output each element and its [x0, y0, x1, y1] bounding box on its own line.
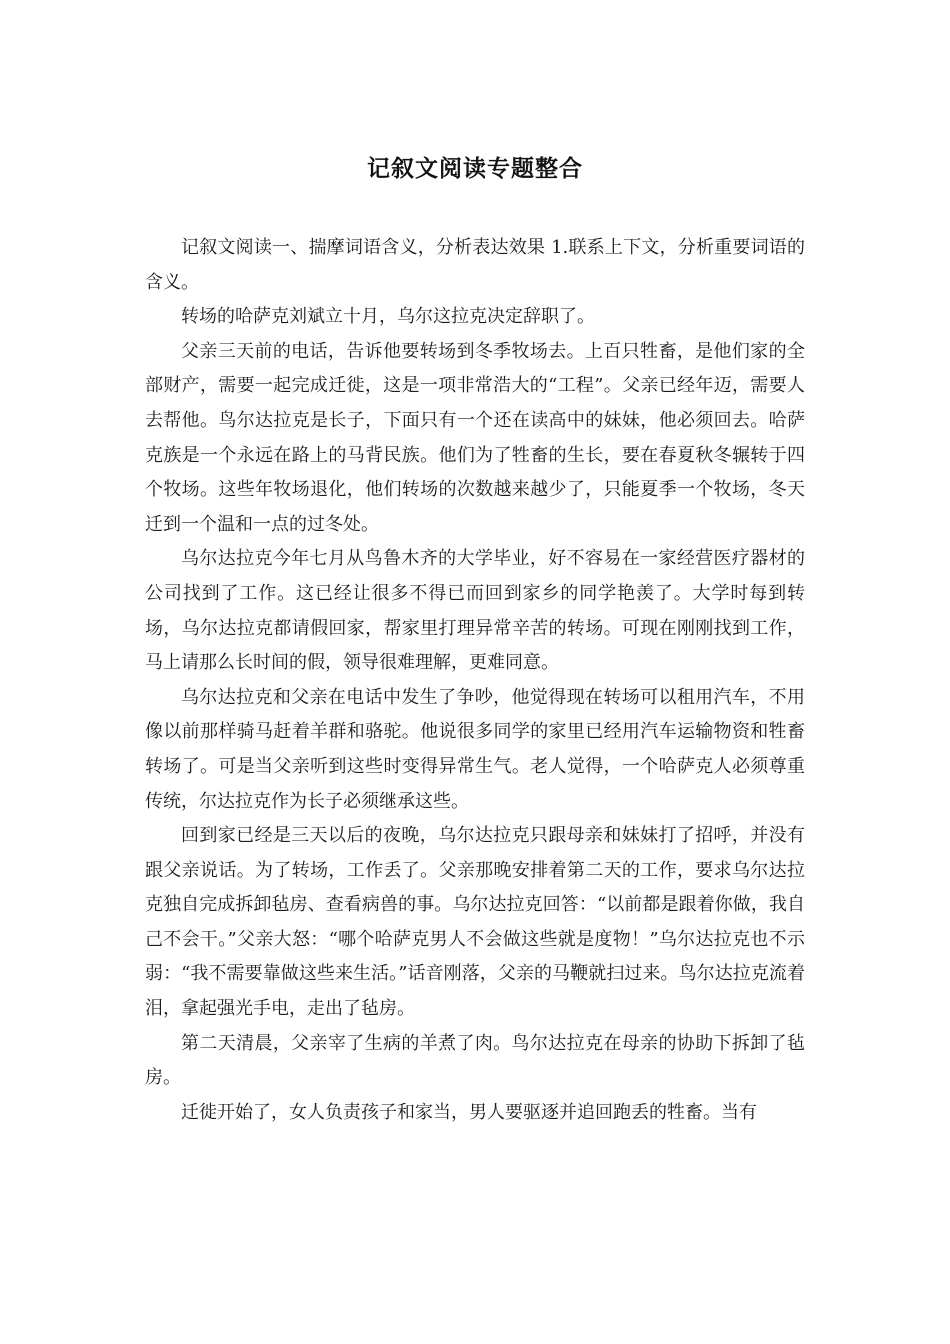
- document-title: 记叙文阅读专题整合: [367, 155, 583, 182]
- paragraph: 记叙文阅读一、揣摩词语含义，分析表达效果 1.联系上下文，分析重要词语的含义。: [145, 237, 805, 293]
- paragraph: 回到家已经是三天以后的夜晚，乌尔达拉克只跟母亲和妹妹打了招呼，并没有跟父亲说话。为了转场，工作丢了。父亲那晚安排着第二天的工作，要求乌尔达拉克独自完成拆卸毡房、查看病兽的事。乌尔达拉克回答：“以前都是跟着你做，我自己不会干。”父亲大怒：“哪个哈萨克男人不会做这些就是度物！”乌尔达拉克也不示弱：“我不需要靠做这些来生活。”话音刚落，父亲的马鞭就扫过来。鸟尔达拉克流着泪，拿起强光手电，走出了毡房。: [145, 825, 805, 1020]
- paragraph: 乌尔达拉克今年七月从鸟鲁木齐的大学毕业，好不容易在一家经营医疗器材的公司找到了工作。这已经让很多不得已而回到家乡的同学艳羡了。大学时每到转场，乌尔达拉克都请假回家，帮家里打理异常辛苦的转场。可现在刚刚找到工作，马上请那么长时间的假，领导很难理解，更难同意。: [145, 548, 805, 674]
- document-body: [145, 231, 805, 1130]
- paragraph: 父亲三天前的电话，告诉他要转场到冬季牧场去。上百只牲畜，是他们家的全部财产，需要一起完成迁徙，这是一项非常浩大的“工程”。父亲已经年迈，需要人去帮他。鸟尔达拉克是长子，下面只有一个还在读高中的妹妹，他必须回去。哈萨克族是一个永远在路上的马背民族。他们为了牲畜的生长，要在春夏秋冬辗转于四个牧场。这些年牧场退化，他们转场的次数越来越少了，只能夏季一个牧场，冬天迁到一个温和一点的过冬处。: [145, 340, 805, 535]
- paragraph: 第二天清晨，父亲宰了生病的羊煮了肉。鸟尔达拉克在母亲的协助下拆卸了毡房。: [145, 1032, 805, 1089]
- paragraph: 迁徙开始了，女人负责孩子和家当，男人要驱逐并追回跑丢的牲畜。当有: [181, 1101, 757, 1123]
- paragraph: 乌尔达拉克和父亲在电话中发生了争吵，他觉得现在转场可以租用汽车，不用像以前那样骑马赶着羊群和骆驼。他说很多同学的家里已经用汽车运输物资和牲畜转场了。可是当父亲听到这些时变得异常生气。老人觉得，一个哈萨克人必须尊重传统，尔达拉克作为长子必须继承这些。: [145, 686, 805, 812]
- paragraph: 转场的哈萨克刘斌立十月，乌尔这拉克决定辞职了。: [181, 306, 595, 328]
